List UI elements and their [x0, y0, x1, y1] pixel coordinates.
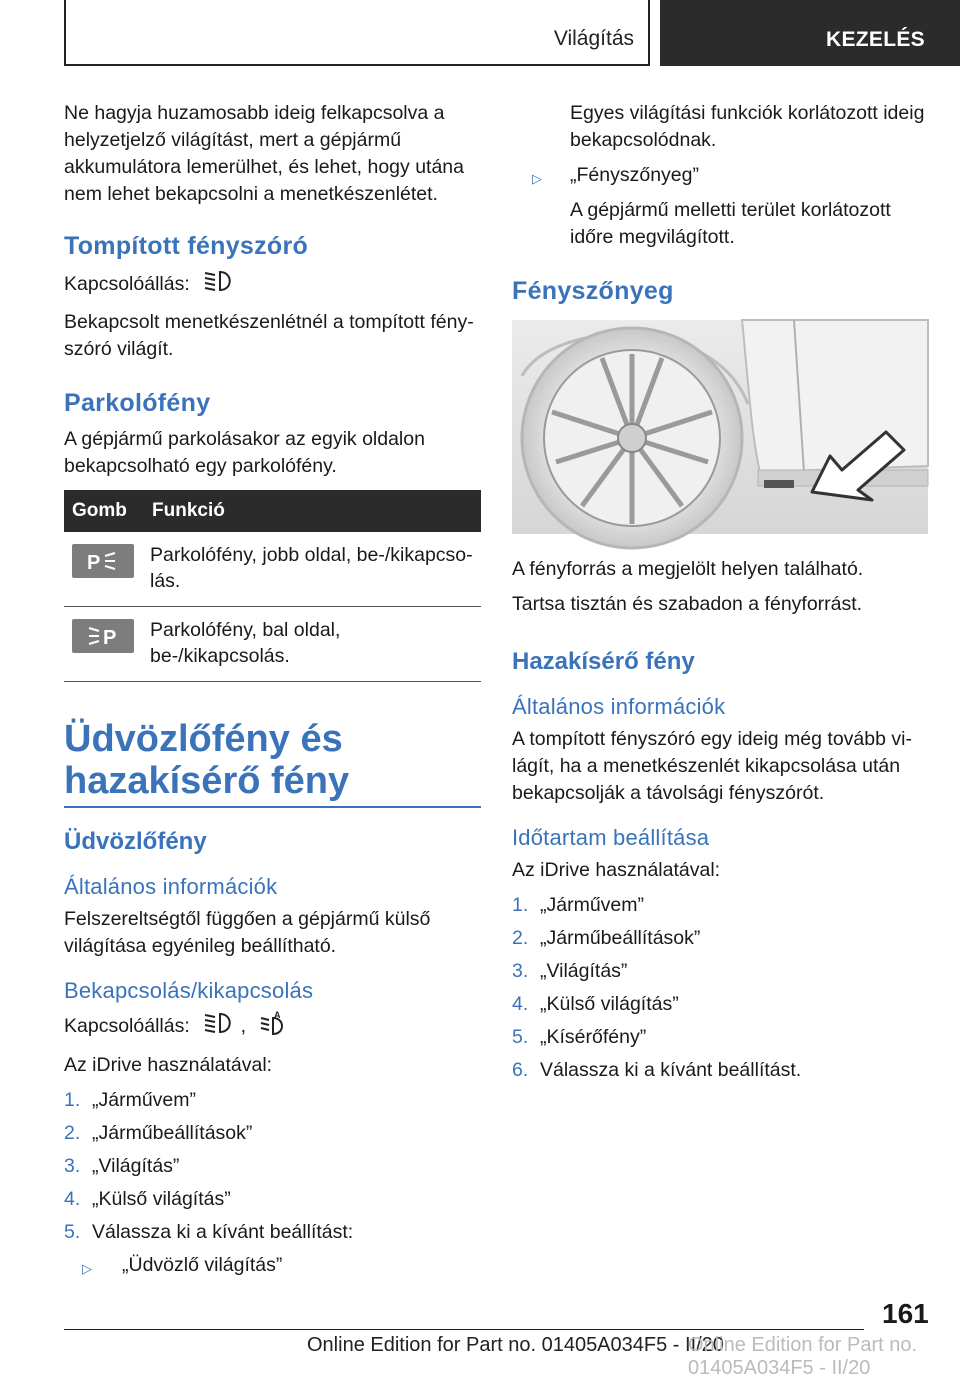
low-beam-icon — [203, 269, 235, 301]
low-beam-text: Bekapcsolt menetkészenlétnél a tompított fényszóró világít. — [64, 311, 474, 360]
edition-text: Online Edition for Part no. 01405A034F5 - II/20 — [307, 1334, 724, 1356]
light-source-caption: A fényforrás a megjelölt helyen található. — [512, 558, 864, 580]
header-chapter-tab — [660, 0, 960, 66]
parking-light-table — [64, 490, 481, 682]
auto-light-icon — [259, 1010, 287, 1044]
substep-item — [512, 162, 928, 189]
duration-heading: Időtartam beállítása — [512, 825, 710, 850]
table-cell-button — [64, 532, 144, 607]
home-steps-list — [512, 892, 928, 1084]
right-column — [512, 100, 928, 1090]
onoff-switch-line — [64, 1010, 481, 1044]
carpet-option-text: A gépjármű melletti terület korlátozott időre megvilágított. — [570, 199, 891, 248]
welcome-section-title: Üdvözlőfény és hazakísérő fény — [64, 718, 481, 808]
list-item: 6. Válassza ki a kívánt beállítást. — [512, 1059, 802, 1081]
low-beam-icon — [203, 1011, 235, 1043]
welcome-steps-list — [64, 1087, 481, 1246]
table-cell-function: Parkolófény, bal oldal, be-/kikapcsolás. — [144, 607, 481, 682]
parking-light-text: A gépjármű parkolásakor az egyik oldalon bekapcsolható egy parkolófény. — [64, 428, 425, 477]
keep-clean-caption: Tartsa tisztán és szabadon a fényforrást. — [512, 593, 863, 615]
list-item: 5. Válassza ki a kívánt beállítást: — [64, 1221, 354, 1243]
svg-text:P: P — [103, 627, 117, 649]
light-carpet-heading: Fényszőnyeg — [512, 277, 674, 305]
switch-label: Kapcsolóállás: — [64, 273, 190, 296]
table-cell-button — [64, 607, 144, 682]
list-item: 2. „Járműbeállítások” — [64, 1122, 253, 1144]
triangle-bullet-icon: ▷ — [82, 1261, 92, 1276]
switch-separator: , — [240, 1015, 247, 1038]
general-info-heading: Általános információk — [64, 874, 278, 899]
onoff-heading: Bekapcsolás/kikapcsolás — [64, 978, 314, 1003]
header-section-box — [64, 0, 650, 66]
list-item: 3. „Világítás” — [64, 1155, 180, 1177]
intro-paragraph: Ne hagyja huzamosabb ideig felkapcsolva a helyzetjelző világítást, mert a gépjármű akkumulátora lemerülhet, és lehet, hogy utána nem lehet bekapcsolni a menetkészenlétet. — [64, 102, 464, 205]
parking-light-left-icon — [72, 619, 134, 653]
footer-divider — [64, 1329, 864, 1330]
home-light-text: A tompított fényszóró egy ideig még tovább világít, ha a menetkészenlét kikapcsolása után bekapcsolják a távolsági fényszórót. — [512, 728, 912, 804]
idrive-intro: Az iDrive használatával: — [64, 1054, 273, 1076]
low-beam-heading: Tompított fényszóró — [64, 232, 309, 260]
low-beam-switch-line — [64, 269, 481, 301]
table-row — [64, 607, 481, 682]
table-cell-function: Parkolófény, jobb oldal, be-/kikapcsolás. — [144, 532, 481, 607]
page-number: 161 — [882, 1298, 929, 1329]
list-item: 4. „Külső világítás” — [64, 1188, 231, 1210]
table-header-row — [64, 490, 481, 532]
list-item: 2. „Járműbeállítások” — [512, 927, 701, 949]
table-header-function: Funkció — [144, 490, 481, 532]
idrive-intro: Az iDrive használatával: — [512, 859, 721, 881]
functions-limited-text: Egyes világítási funkciók korlátozott ideig bekapcsolódnak. — [570, 102, 925, 151]
svg-text:A: A — [274, 1010, 281, 1020]
substep-text: „Üdvözlő világítás” — [122, 1254, 283, 1276]
general-info-heading: Általános információk — [512, 694, 726, 719]
left-column — [64, 100, 481, 1287]
list-item: 1. „Járművem” — [64, 1089, 197, 1111]
table-row — [64, 532, 481, 607]
general-info-text: Felszereltségtől függően a gépjármű külső világítása egyénileg beállítható. — [64, 908, 431, 957]
light-carpet-photo — [512, 320, 928, 534]
substep-item — [64, 1252, 481, 1279]
header-chapter-title: KEZELÉS — [826, 28, 925, 51]
list-item: 4. „Külső világítás” — [512, 993, 679, 1015]
welcome-light-heading: Üdvözlőfény — [64, 828, 207, 855]
list-item: 3. „Világítás” — [512, 960, 628, 982]
parking-light-right-icon — [72, 544, 134, 578]
list-item: 1. „Járművem” — [512, 894, 645, 916]
table-header-button: Gomb — [64, 490, 144, 532]
substep-text: „Fényszőnyeg” — [570, 164, 699, 186]
page-header — [0, 0, 960, 66]
triangle-bullet-icon: ▷ — [532, 171, 542, 186]
header-section-title: Világítás — [553, 27, 634, 50]
list-item: 5. „Kísérőfény” — [512, 1026, 647, 1048]
watermark-text: Online Edition for Part no. 01405A034F5 - II/20 — [688, 1334, 918, 1379]
svg-text:P: P — [87, 552, 101, 574]
switch-label: Kapcsolóállás: — [64, 1015, 190, 1038]
home-light-heading: Hazakísérő fény — [512, 648, 695, 675]
parking-light-heading: Parkolófény — [64, 389, 211, 417]
